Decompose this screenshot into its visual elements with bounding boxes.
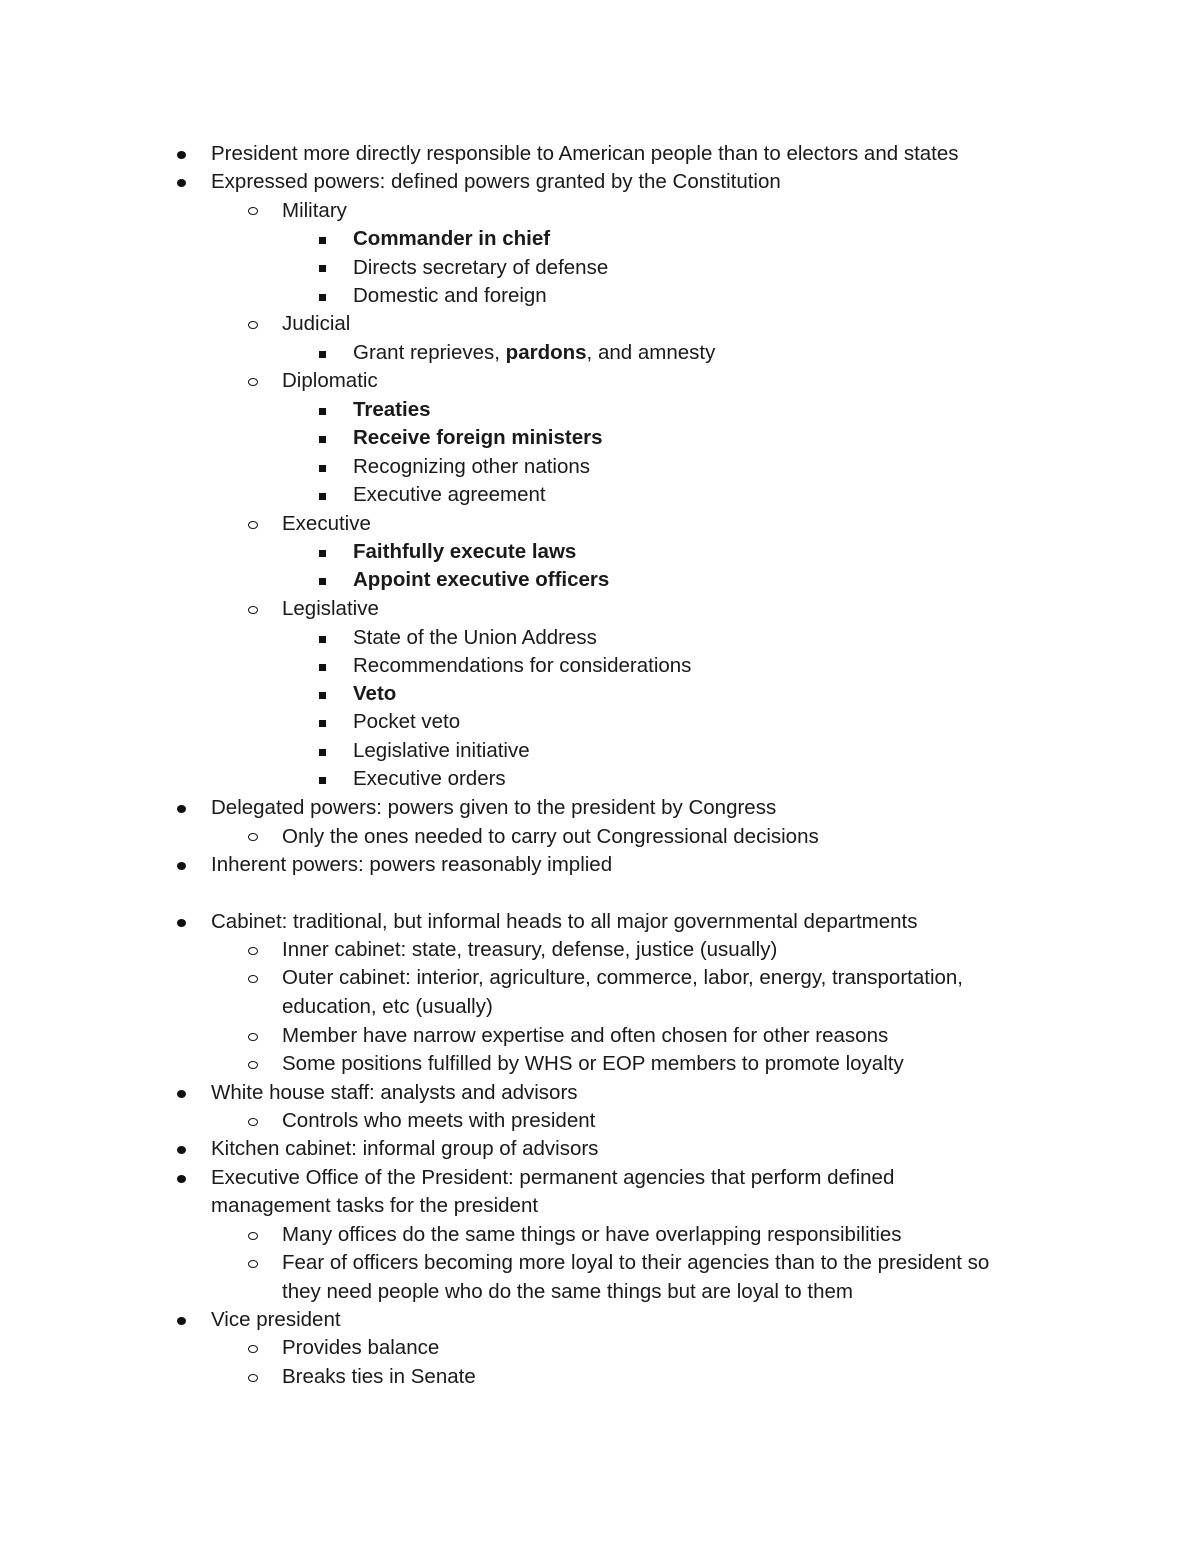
list-item: Executive: [282, 512, 371, 535]
list-item: Delegated powers: powers given to the president by Congress: [211, 796, 777, 819]
list-item: Pocket veto: [353, 710, 461, 733]
bullet-circle-icon: [248, 207, 258, 215]
bullet-circle-icon: [248, 1232, 258, 1240]
list-item: Kitchen cabinet: informal group of advisors: [211, 1137, 599, 1160]
bullet-square-icon: [319, 265, 326, 272]
bullet-circle-icon: [248, 1345, 258, 1353]
bullet-disc-icon: [177, 151, 186, 159]
list-item: Receive foreign ministers: [353, 426, 603, 449]
bullet-disc-icon: [177, 919, 186, 927]
bullet-disc-icon: [177, 805, 186, 813]
bullet-circle-icon: [248, 1061, 258, 1069]
list-item: Appoint executive officers: [353, 568, 610, 591]
list-item: Recommendations for considerations: [353, 654, 692, 677]
list-item: [353, 339, 715, 367]
list-item: Outer cabinet: interior, agriculture, commerce, labor, energy, transportation,: [282, 966, 964, 989]
list-item: Many offices do the same things or have overlapping responsibilities: [282, 1223, 902, 1246]
bullet-square-icon: [319, 664, 326, 671]
list-item: Recognizing other nations: [353, 455, 591, 478]
list-item: Vice president: [211, 1308, 341, 1331]
list-item: Inherent powers: powers reasonably implied: [211, 853, 613, 876]
list-item-continuation: education, etc (usually): [282, 995, 493, 1018]
list-item: Breaks ties in Senate: [282, 1365, 476, 1388]
list-item: Inner cabinet: state, treasury, defense, justice (usually): [282, 938, 778, 961]
bullet-square-icon: [319, 294, 326, 301]
bullet-disc-icon: [177, 1175, 186, 1183]
list-item: Executive agreement: [353, 483, 546, 506]
list-item-text: Grant reprieves,: [353, 341, 506, 364]
bullet-circle-icon: [248, 947, 258, 955]
list-item: Cabinet: traditional, but informal heads to all major governmental departments: [211, 910, 918, 933]
list-item: Legislative: [282, 597, 379, 620]
list-item: White house staff: analysts and advisors: [211, 1081, 578, 1104]
bullet-square-icon: [319, 465, 326, 472]
bullet-circle-icon: [248, 1260, 258, 1268]
list-item: State of the Union Address: [353, 626, 597, 649]
bullet-circle-icon: [248, 378, 258, 386]
bullet-square-icon: [319, 408, 326, 415]
list-item: Treaties: [353, 398, 431, 421]
bullet-circle-icon: [248, 321, 258, 329]
list-item-text: , and amnesty: [586, 341, 716, 364]
list-item: Diplomatic: [282, 369, 378, 392]
bullet-disc-icon: [177, 862, 186, 870]
bullet-square-icon: [319, 436, 326, 443]
list-item: Controls who meets with president: [282, 1109, 596, 1132]
list-item: Veto: [353, 682, 397, 705]
list-item: Executive Office of the President: permanent agencies that perform defined: [211, 1166, 895, 1189]
list-item: Legislative initiative: [353, 739, 530, 762]
bullet-disc-icon: [177, 1317, 186, 1325]
bullet-disc-icon: [177, 179, 186, 187]
bullet-circle-icon: [248, 1118, 258, 1126]
bullet-circle-icon: [248, 833, 258, 841]
list-item: Expressed powers: defined powers granted by the Constitution: [211, 170, 781, 193]
bullet-square-icon: [319, 749, 326, 756]
list-item: Military: [282, 199, 347, 222]
bullet-disc-icon: [177, 1090, 186, 1098]
bullet-square-icon: [319, 237, 326, 244]
bullet-square-icon: [319, 550, 326, 557]
list-item-continuation: management tasks for the president: [211, 1194, 539, 1217]
list-item: Fear of officers becoming more loyal to their agencies than to the president so: [282, 1251, 990, 1274]
bullet-square-icon: [319, 692, 326, 699]
bullet-circle-icon: [248, 975, 258, 983]
list-item: Member have narrow expertise and often chosen for other reasons: [282, 1024, 889, 1047]
bullet-disc-icon: [177, 1146, 186, 1154]
list-item-continuation: they need people who do the same things but are loyal to them: [282, 1280, 853, 1303]
list-item: Commander in chief: [353, 227, 551, 250]
list-item: President more directly responsible to American people than to electors and states: [211, 142, 959, 165]
bullet-square-icon: [319, 578, 326, 585]
list-item: Only the ones needed to carry out Congressional decisions: [282, 825, 819, 848]
list-item: Domestic and foreign: [353, 284, 547, 307]
list-item: Executive orders: [353, 767, 506, 790]
list-item: Some positions fulfilled by WHS or EOP members to promote loyalty: [282, 1052, 904, 1075]
list-item: Judicial: [282, 312, 351, 335]
bullet-circle-icon: [248, 1374, 258, 1382]
bullet-square-icon: [319, 493, 326, 500]
bullet-square-icon: [319, 351, 326, 358]
bullet-square-icon: [319, 636, 326, 643]
bullet-circle-icon: [248, 521, 258, 529]
bullet-square-icon: [319, 777, 326, 784]
list-item: Directs secretary of defense: [353, 256, 609, 279]
list-item: Faithfully execute laws: [353, 540, 577, 563]
list-item-bold-text: pardons: [505, 341, 587, 364]
list-item: Provides balance: [282, 1336, 440, 1359]
bullet-circle-icon: [248, 606, 258, 614]
bullet-circle-icon: [248, 1033, 258, 1041]
bullet-square-icon: [319, 720, 326, 727]
